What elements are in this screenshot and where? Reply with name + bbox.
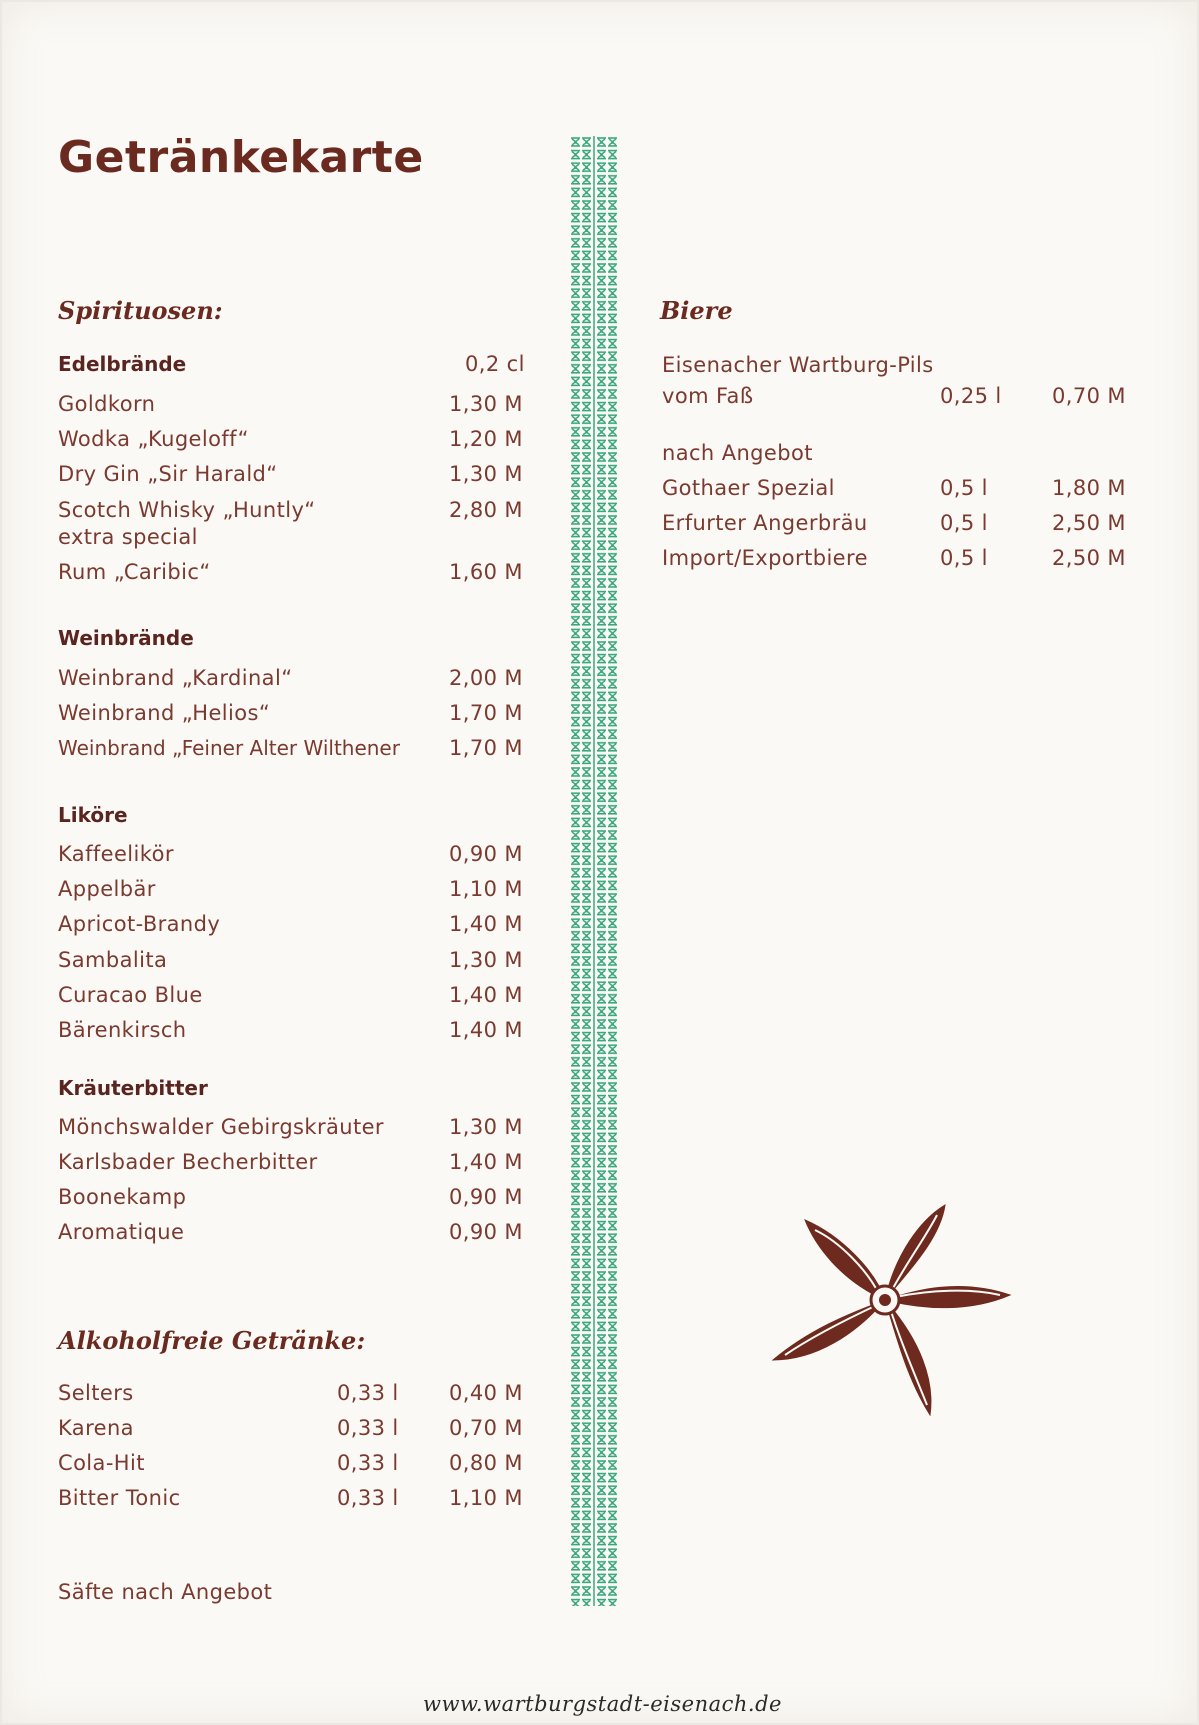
menu-item-size: 0,33 l — [337, 1381, 399, 1405]
menu-item-name: Boonekamp — [58, 1185, 187, 1209]
subheading-edelbraende: Edelbrände — [58, 352, 187, 376]
menu-item-price: 2,80 M — [449, 498, 523, 522]
menu-item-size: 0,5 l — [940, 511, 988, 535]
menu-item-size: 0,33 l — [337, 1416, 399, 1440]
menu-item-price: 1,30 M — [449, 462, 523, 486]
flower-petal — [885, 1286, 1010, 1307]
beer-featured-name-line2: vom Faß — [662, 384, 754, 408]
page-title: Getränkekarte — [58, 132, 424, 183]
beer-note: nach Angebot — [662, 441, 813, 465]
menu-item-price: 2,50 M — [1052, 546, 1126, 570]
flower-petal — [773, 1300, 885, 1360]
menu-item-price: 0,40 M — [449, 1381, 523, 1405]
subheading-kraeuterbitter: Kräuterbitter — [58, 1076, 208, 1100]
menu-item-name: Weinbrand „Kardinal“ — [58, 666, 293, 690]
menu-item-name: Weinbrand „Helios“ — [58, 701, 271, 725]
subheading-likoere: Liköre — [58, 803, 128, 827]
menu-item-price: 0,70 M — [449, 1416, 523, 1440]
size-label: 0,2 cl — [465, 352, 525, 376]
menu-item-name: Goldkorn — [58, 392, 156, 416]
subheading-weinbraende: Weinbrände — [58, 626, 194, 650]
flower-ornament — [765, 1195, 1015, 1435]
menu-item-price: 1,80 M — [1052, 476, 1126, 500]
menu-item-name: Sambalita — [58, 948, 168, 972]
menu-item-size: 0,5 l — [940, 476, 988, 500]
menu-item-size: 0,33 l — [337, 1486, 399, 1510]
flower-petal — [885, 1300, 931, 1415]
menu-item-price: 1,60 M — [449, 560, 523, 584]
menu-item-price: 0,80 M — [449, 1451, 523, 1475]
menu-item-name: Karena — [58, 1416, 134, 1440]
menu-item-price: 1,30 M — [449, 948, 523, 972]
menu-item-name: Karlsbader Becherbitter — [58, 1150, 318, 1174]
menu-item-price: 1,40 M — [449, 1018, 523, 1042]
menu-item-name: Appelbär — [58, 877, 156, 901]
menu-item-price: 0,70 M — [1052, 384, 1126, 408]
menu-item-name: Bärenkirsch — [58, 1018, 187, 1042]
menu-item-price: 1,10 M — [449, 877, 523, 901]
menu-item-price: 1,70 M — [449, 736, 523, 760]
menu-item-name: Curacao Blue — [58, 983, 203, 1007]
menu-item-name: Selters — [58, 1381, 134, 1405]
menu-item-price: 1,40 M — [449, 912, 523, 936]
section-heading-spirituosen: Spirituosen: — [58, 296, 223, 325]
menu-item-size: 0,25 l — [940, 384, 1002, 408]
menu-item-name: Rum „Caribic“ — [58, 560, 211, 584]
menu-item-name: Weinbrand „Feiner Alter Wilthener — [58, 736, 400, 760]
menu-item-price: 0,90 M — [449, 842, 523, 866]
flower-petal — [805, 1220, 885, 1300]
menu-item-name: Bitter Tonic — [58, 1486, 181, 1510]
menu-item-name: Erfurter Angerbräu — [662, 511, 868, 535]
menu-item-name: Apricot-Brandy — [58, 912, 221, 936]
menu-item-price: 1,30 M — [449, 1115, 523, 1139]
menu-item-price: 1,20 M — [449, 427, 523, 451]
section-heading-biere: Biere — [660, 296, 733, 325]
menu-item-price: 2,00 M — [449, 666, 523, 690]
menu-item-price: 1,10 M — [449, 1486, 523, 1510]
menu-item-name: Import/Exportbiere — [662, 546, 868, 570]
juices-note: Säfte nach Angebot — [58, 1580, 273, 1604]
menu-item-price: 1,40 M — [449, 983, 523, 1007]
flower-petal — [885, 1205, 945, 1300]
menu-item-name: Gothaer Spezial — [662, 476, 835, 500]
menu-item-name: Cola-Hit — [58, 1451, 145, 1475]
menu-item-price: 1,70 M — [449, 701, 523, 725]
menu-item-name: Scotch Whisky „Huntly“ — [58, 498, 316, 522]
menu-item-price: 0,90 M — [449, 1185, 523, 1209]
menu-item-price: 2,50 M — [1052, 511, 1126, 535]
menu-item-price: 1,40 M — [449, 1150, 523, 1174]
footer-url: www.wartburgstadt-eisenach.de — [423, 1692, 782, 1716]
menu-item-price: 0,90 M — [449, 1220, 523, 1244]
menu-item-size: 0,5 l — [940, 546, 988, 570]
beer-featured-name: Eisenacher Wartburg-Pils — [662, 353, 934, 377]
decorative-border — [568, 136, 620, 1606]
menu-item-name: Aromatique — [58, 1220, 185, 1244]
menu-item-name-line2: extra special — [58, 525, 198, 549]
menu-item-name: Mönchswalder Gebirgskräuter — [58, 1115, 384, 1139]
menu-item-name: Wodka „Kugeloff“ — [58, 427, 249, 451]
section-heading-alkoholfrei: Alkoholfreie Getränke: — [58, 1326, 366, 1355]
menu-item-name: Dry Gin „Sir Harald“ — [58, 462, 278, 486]
menu-item-price: 1,30 M — [449, 392, 523, 416]
menu-item-name: Kaffeelikör — [58, 842, 174, 866]
menu-item-size: 0,33 l — [337, 1451, 399, 1475]
